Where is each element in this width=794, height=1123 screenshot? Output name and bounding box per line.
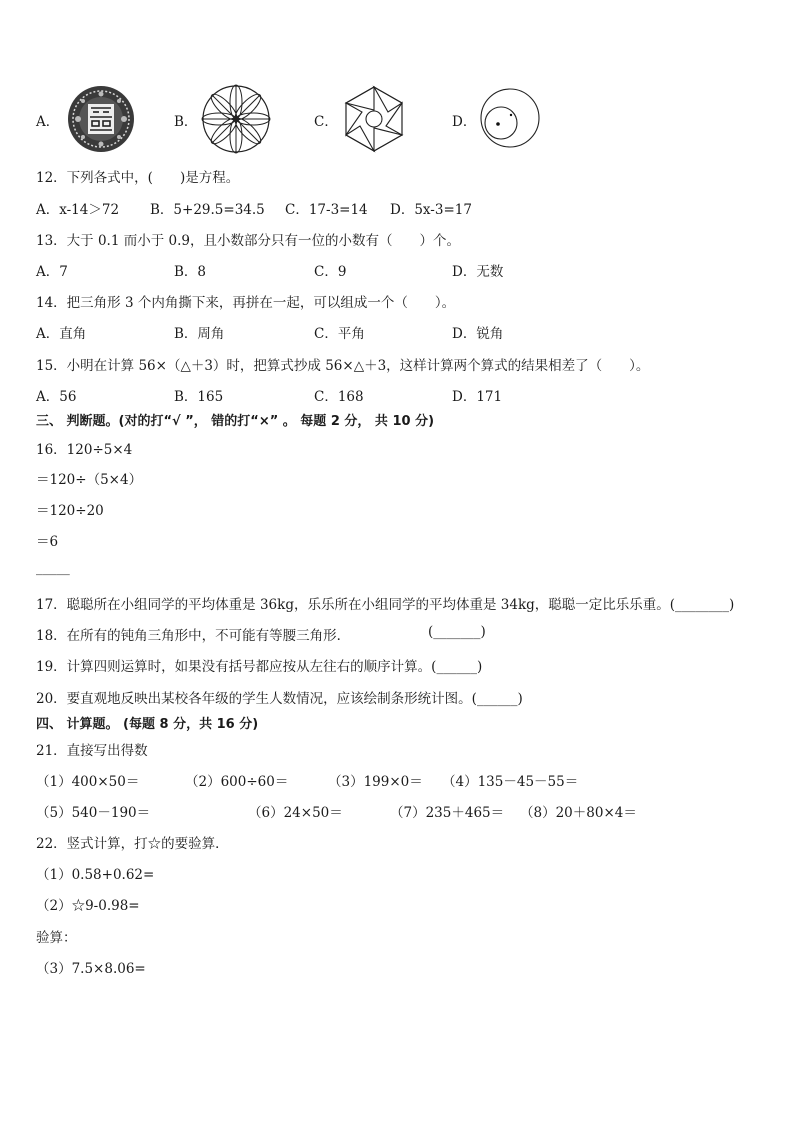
q15-option-d: D．171	[452, 389, 503, 405]
q13-option-a: A．7	[36, 264, 68, 280]
q16-answer-blank[interactable]: _____	[36, 560, 70, 576]
q21-item-3: （3）199×0＝	[328, 774, 423, 790]
flower-rosette-icon	[201, 84, 271, 154]
double-happiness-emblem-icon	[66, 84, 136, 154]
q14-option-c: C．平角	[314, 326, 365, 342]
nested-circles-icon	[478, 86, 542, 150]
q12-option-d: D．5x-3=17	[390, 202, 472, 218]
pinwheel-hexagon-icon	[338, 84, 410, 154]
q15-option-a: A．56	[36, 389, 77, 405]
q13-stem: 13．大于 0.1 而小于 0.9，且小数部分只有一位的小数有（ ）个。	[36, 233, 460, 249]
q21-stem: 21．直接写出得数	[36, 743, 148, 759]
q20-text: 20．要直观地反映出某校各年级的学生人数情况，应该绘制条形统计图。(______)	[36, 691, 523, 707]
q21-item-1: （1）400×50＝	[36, 774, 140, 790]
q14-option-d: D．锐角	[452, 326, 504, 342]
q11-option-b-label: B．	[174, 114, 198, 130]
q11-option-c-label: C．	[314, 114, 338, 130]
q12-option-c: C．17-3=14	[285, 202, 368, 218]
q16-line-3: ＝120÷20	[36, 503, 104, 519]
q22-verify-label: 验算：	[36, 930, 77, 946]
q21-item-6: （6）24×50＝	[248, 805, 343, 821]
q21-item-7: （7）235＋465＝	[390, 805, 505, 821]
q16-line-2: ＝120÷（5×4）	[36, 472, 143, 488]
q21-item-2: （2）600÷60＝	[185, 774, 289, 790]
q15-option-b: B．165	[174, 389, 224, 405]
q16-line-1: 16．120÷5×4	[36, 442, 133, 458]
q14-option-b: B．周角	[174, 326, 225, 342]
q21-item-4: （4）135－45－55＝	[442, 774, 579, 790]
q15-option-c: C．168	[314, 389, 364, 405]
section-4-title: 四、 计算题。 (每题 8 分，共 16 分)	[36, 717, 259, 732]
q22-item-1: （1）0.58+0.62=	[36, 867, 155, 883]
q11-option-a-label: A．	[36, 114, 60, 130]
q14-option-a: A．直角	[36, 326, 87, 342]
q22-item-3: （3）7.5×8.06=	[36, 961, 146, 977]
q15-stem: 15．小明在计算 56×（△＋3）时，把算式抄成 56×△＋3，这样计算两个算式的结果相差了（ ）。	[36, 358, 650, 374]
q13-option-c: C．9	[314, 264, 347, 280]
q16-line-4: ＝6	[36, 534, 59, 550]
q14-stem: 14．把三角形 3 个内角撕下来，再拼在一起，可以组成一个（ ）。	[36, 295, 456, 311]
q22-stem: 22．竖式计算，打☆的要验算．	[36, 836, 229, 852]
q18-answer-blank[interactable]: (_______)	[428, 624, 486, 640]
q17-text: 17．聪聪所在小组同学的平均体重是 36kg，乐乐所在小组同学的平均体重是 34kg，聪聪一定比乐乐重。(________)	[36, 597, 735, 613]
q13-option-b: B．8	[174, 264, 207, 280]
q18-text: 18．在所有的钝角三角形中，不可能有等腰三角形．	[36, 628, 351, 644]
q12-stem: 12．下列各式中，( )是方程。	[36, 170, 240, 186]
q22-item-2: （2）☆9-0.98=	[36, 898, 140, 914]
q11-option-d-label: D．	[452, 114, 477, 130]
q19-text: 19．计算四则运算时，如果没有括号都应按从左往右的顺序计算。(______)	[36, 659, 483, 675]
q21-item-8: （8）20＋80×4＝	[520, 805, 637, 821]
section-3-title: 三、 判断题。(对的打“√ ”， 错的打“×” 。 每题 2 分， 共 10 分)	[36, 414, 435, 429]
q13-option-d: D．无数	[452, 264, 504, 280]
q12-option-b: B．5+29.5=34.5	[150, 202, 265, 218]
q21-item-5: （5）540－190＝	[36, 805, 151, 821]
q12-option-a: A．x-14＞72	[36, 202, 120, 218]
